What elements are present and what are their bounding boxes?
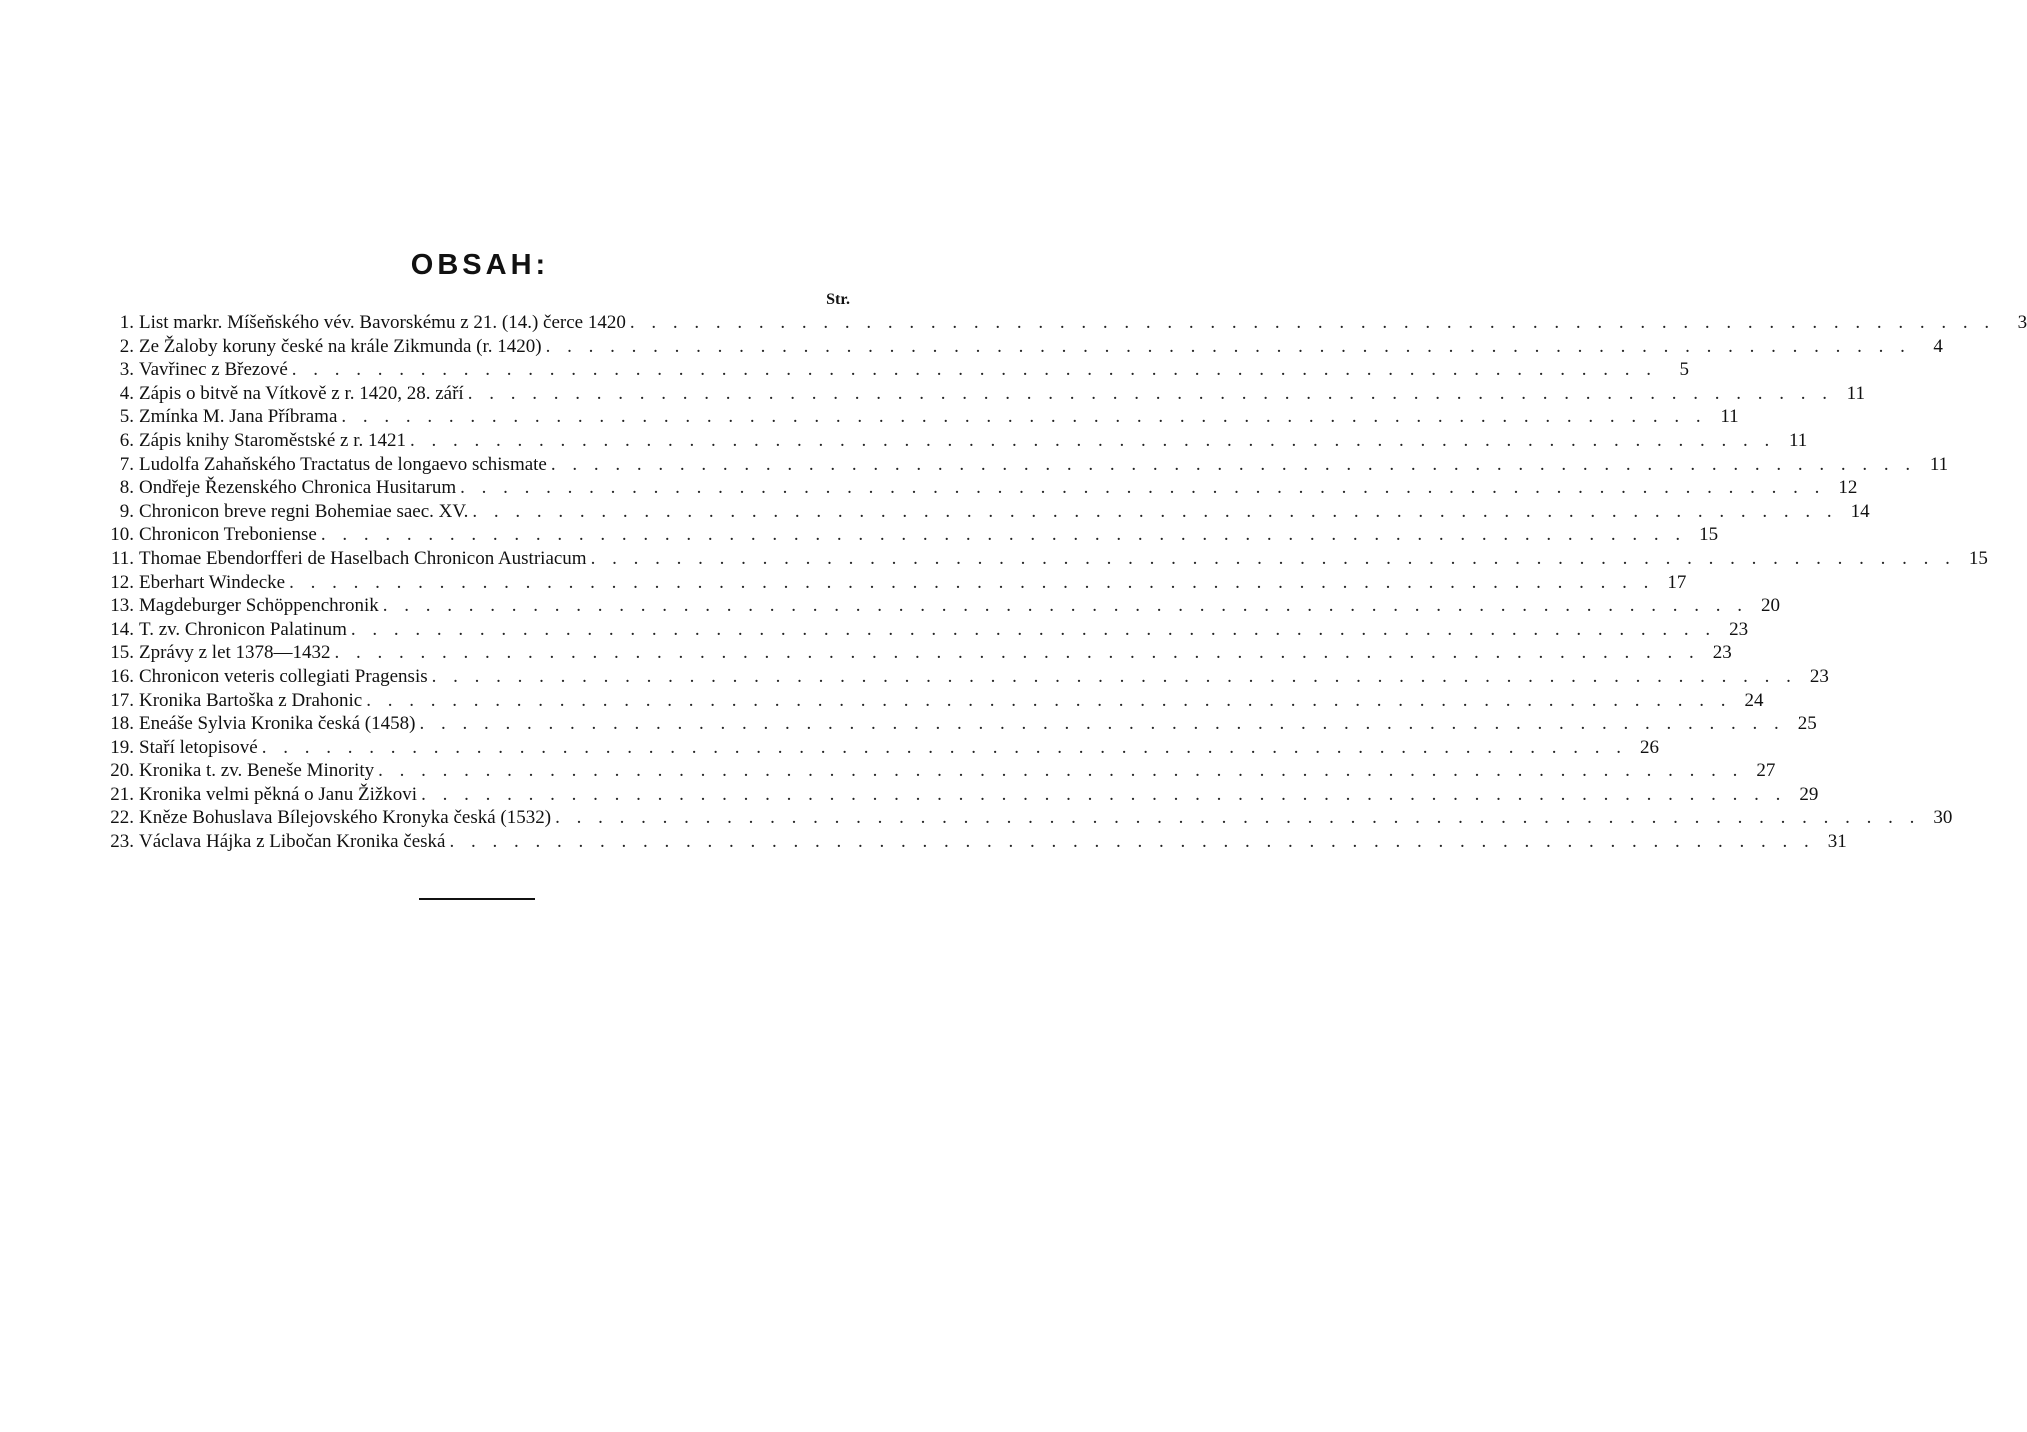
toc-entry-title: Ludolfa Zahaňského Tractatus de longaevo schismate [139, 453, 547, 475]
toc-entry-page: 27 [1756, 760, 1776, 782]
toc-entry-number: 20. [110, 760, 134, 782]
toc-entry [95, 594, 1780, 618]
toc-entry [95, 689, 1764, 713]
toc-entry-title: Chronicon breve regni Bohemiae saec. XV. [139, 500, 469, 522]
table-of-contents [95, 311, 2027, 854]
dot-leader: . . . . . . . . . . . . . . . . . . . . . . . . . . . . . . . . . . . . . . . . . . . . . . . . . . . . . . . . . . . . . . . . [421, 783, 1787, 805]
toc-entry-title: Kronika Bartoška z Drahonic [139, 689, 363, 711]
toc-entry-page: 23 [1712, 642, 1732, 664]
toc-entry-page: 11 [1929, 453, 1949, 475]
toc-entry [95, 618, 1749, 642]
toc-entry-number: 12. [110, 571, 134, 593]
toc-entry [95, 500, 1870, 524]
toc-entry-page: 24 [1744, 689, 1764, 711]
toc-entry-number: 5. [119, 406, 134, 428]
toc-entry-number: 7. [119, 453, 134, 475]
toc-entry-page: 5 [1679, 359, 1690, 381]
dot-leader: . . . . . . . . . . . . . . . . . . . . . . . . . . . . . . . . . . . . . . . . . . . . . . . . . . . . . . . . . . . . . . . . [419, 713, 1785, 735]
toc-entry-title: T. zv. Chronicon Palatinum [139, 618, 347, 640]
toc-entry-title: Zápis knihy Staroměstské z r. 1421 [139, 429, 407, 451]
toc-entry-number: 9. [119, 500, 134, 522]
page-column-header: Str. [826, 291, 850, 308]
toc-entry-page: 20 [1760, 595, 1780, 617]
dot-leader: . . . . . . . . . . . . . . . . . . . . . . . . . . . . . . . . . . . . . . . . . . . . . . . . . . . . . . . . . . . . . . . . [341, 406, 1707, 428]
toc-entry-number: 4. [119, 382, 134, 404]
dot-leader: . . . . . . . . . . . . . . . . . . . . . . . . . . . . . . . . . . . . . . . . . . . . . . . . . . . . . . . . . . . . . . . . [431, 665, 1797, 687]
toc-entry [95, 523, 1719, 547]
dot-leader: . . . . . . . . . . . . . . . . . . . . . . . . . . . . . . . . . . . . . . . . . . . . . . . . . . . . . . . . . . . . . . . . [467, 382, 1833, 404]
end-divider [419, 898, 535, 900]
toc-entry-number: 23. [110, 831, 134, 853]
toc-entry-title: Kněze Bohuslava Bílejovského Kronyka česká (1532) [139, 807, 552, 829]
toc-entry-title: Staří letopisové [139, 736, 258, 758]
dot-leader: . . . . . . . . . . . . . . . . . . . . . . . . . . . . . . . . . . . . . . . . . . . . . . . . . . . . . . . . . . . . . . . . [320, 524, 1687, 546]
dot-leader: . . . . . . . . . . . . . . . . . . . . . . . . . . . . . . . . . . . . . . . . . . . . . . . . . . . . . . . . . . . . . . . . [366, 689, 1732, 711]
toc-entry-page: 25 [1797, 713, 1817, 735]
toc-entry [95, 641, 1732, 665]
dot-leader: . . . . . . . . . . . . . . . . . . . . . . . . . . . . . . . . . . . . . . . . . . . . . . . . . . . . . . . . . . . . . . . . [382, 595, 1748, 617]
toc-entry-title: Eneáše Sylvia Kronika česká (1458) [139, 713, 416, 735]
dot-leader: . . . . . . . . . . . . . . . . . . . . . . . . . . . . . . . . . . . . . . . . . . . . . . . . . . . . . . . . . . . . . . . . [472, 500, 1838, 522]
dot-leader: . . . . . . . . . . . . . . . . . . . . . . . . . . . . . . . . . . . . . . . . . . . . . . . . . . . . . . . . . . . . . . . . [410, 429, 1776, 451]
toc-entry-page: 26 [1639, 736, 1659, 758]
dot-leader: . . . . . . . . . . . . . . . . . . . . . . . . . . . . . . . . . . . . . . . . . . . . . . . . . . . . . . . . . . . . . . . . [545, 335, 1911, 357]
toc-entry-number: 18. [110, 713, 134, 735]
toc-entry-title: Thomae Ebendorfferi de Haselbach Chronicon Austriacum [139, 547, 587, 569]
toc-entry-title: Chronicon veteris collegiati Pragensis [139, 665, 428, 687]
toc-entry [95, 335, 1943, 359]
dot-leader: . . . . . . . . . . . . . . . . . . . . . . . . . . . . . . . . . . . . . . . . . . . . . . . . . . . . . . . . . . . . . . . . [261, 736, 1627, 758]
toc-entry-title: Ondřeje Řezenského Chronica Husitarum [139, 477, 457, 499]
dot-leader: . . . . . . . . . . . . . . . . . . . . . . . . . . . . . . . . . . . . . . . . . . . . . . . . . . . . . . . . . . . . . . . . [555, 807, 1921, 829]
toc-entry [95, 712, 1817, 736]
toc-entry-title: Ze Žaloby koruny české na krále Zikmunda (r. 1420) [139, 335, 542, 357]
toc-entry-title: Eberhart Windecke [139, 571, 286, 593]
toc-entry-page: 11 [1788, 429, 1808, 451]
toc-entry-title: Kronika t. zv. Beneše Minority [139, 760, 375, 782]
toc-entry-number: 15. [110, 642, 134, 664]
toc-entry-title: Zápis o bitvě na Vítkově z r. 1420, 28. září [139, 382, 464, 404]
dot-leader: . . . . . . . . . . . . . . . . . . . . . . . . . . . . . . . . . . . . . . . . . . . . . . . . . . . . . . . . . . . . . . . . [449, 831, 1815, 853]
toc-entry [95, 405, 1739, 429]
toc-entry [95, 759, 1776, 783]
toc-entry-number: 22. [110, 807, 134, 829]
toc-entry-number: 10. [110, 524, 134, 546]
toc-entry-number: 11. [110, 547, 134, 569]
toc-entry-page: 29 [1799, 783, 1819, 805]
toc-entry-title: Kronika velmi pěkná o Janu Žižkovi [139, 783, 418, 805]
toc-entry-number: 2. [119, 335, 134, 357]
toc-entry-page: 11 [1846, 382, 1865, 404]
dot-leader: . . . . . . . . . . . . . . . . . . . . . . . . . . . . . . . . . . . . . . . . . . . . . . . . . . . . . . . . . . . . . . . . [629, 312, 1996, 333]
toc-entry-page: 15 [1699, 524, 1719, 546]
toc-entry-page: 11 [1720, 406, 1739, 428]
toc-entry-number: 8. [119, 477, 134, 499]
toc-entry [95, 806, 1953, 830]
toc-entry-page: 12 [1838, 477, 1858, 499]
toc-entry-page: 17 [1667, 571, 1687, 593]
toc-entry-title: Zmínka M. Jana Příbrama [139, 406, 338, 428]
toc-entry [95, 311, 2027, 335]
toc-entry-number: 6. [119, 429, 134, 451]
toc-entry-number: 1. [119, 312, 134, 333]
toc-entry-number: 21. [110, 783, 134, 805]
toc-entry [95, 830, 1847, 854]
toc-entry-number: 16. [110, 665, 134, 687]
toc-entry-page: 4 [1933, 335, 1943, 357]
toc-entry-page: 31 [1827, 831, 1847, 853]
toc-entry [95, 736, 1659, 760]
toc-entry-number: 19. [110, 736, 134, 758]
dot-leader: . . . . . . . . . . . . . . . . . . . . . . . . . . . . . . . . . . . . . . . . . . . . . . . . . . . . . . . . . . . . . . . . [590, 547, 1956, 569]
toc-entry [95, 476, 1858, 500]
toc-entry-title: Vavřinec z Březové [139, 359, 288, 381]
toc-entry-page: 23 [1729, 618, 1749, 640]
toc-entry-title: Magdeburger Schöppenchronik [139, 595, 379, 617]
dot-leader: . . . . . . . . . . . . . . . . . . . . . . . . . . . . . . . . . . . . . . . . . . . . . . . . . . . . . . . . . . . . . . . . [460, 477, 1826, 499]
toc-entry [95, 358, 1690, 382]
toc-entry-page: 14 [1850, 500, 1870, 522]
toc-entry-number: 13. [110, 595, 134, 617]
toc-entry [95, 429, 1808, 453]
toc-entry [95, 382, 1865, 406]
toc-entry [95, 547, 1988, 571]
toc-entry-title: Václava Hájka z Libočan Kronika česká [139, 831, 446, 853]
dot-leader: . . . . . . . . . . . . . . . . . . . . . . . . . . . . . . . . . . . . . . . . . . . . . . . . . . . . . . . . . . . . . . . . [350, 618, 1717, 640]
toc-entry-page: 23 [1809, 665, 1829, 687]
toc-entry [95, 783, 1819, 807]
toc-entry-number: 17. [110, 689, 134, 711]
toc-entry-page: 3 [2017, 312, 2027, 333]
toc-entry-title: Chronicon Treboniense [139, 524, 317, 546]
dot-leader: . . . . . . . . . . . . . . . . . . . . . . . . . . . . . . . . . . . . . . . . . . . . . . . . . . . . . . . . . . . . . . . . [291, 359, 1658, 381]
toc-entry-title: Zprávy z let 1378—1432 [139, 642, 331, 664]
dot-leader: . . . . . . . . . . . . . . . . . . . . . . . . . . . . . . . . . . . . . . . . . . . . . . . . . . . . . . . . . . . . . . . . [550, 453, 1917, 475]
toc-entry-page: 15 [1968, 547, 1988, 569]
toc-entry [95, 453, 1949, 477]
toc-entry-number: 14. [110, 618, 134, 640]
page-title: OBSAH: [410, 249, 550, 281]
dot-leader: . . . . . . . . . . . . . . . . . . . . . . . . . . . . . . . . . . . . . . . . . . . . . . . . . . . . . . . . . . . . . . . . [334, 642, 1700, 664]
dot-leader: . . . . . . . . . . . . . . . . . . . . . . . . . . . . . . . . . . . . . . . . . . . . . . . . . . . . . . . . . . . . . . . . [378, 760, 1744, 782]
toc-entry-title: List markr. Míšeňského vév. Bavorskému z 21. (14.) čerce 1420 [139, 312, 626, 333]
toc-entry-number: 3. [119, 359, 134, 381]
toc-entry-page: 30 [1933, 807, 1953, 829]
toc-entry [95, 665, 1829, 689]
toc-entry [95, 571, 1687, 595]
dot-leader: . . . . . . . . . . . . . . . . . . . . . . . . . . . . . . . . . . . . . . . . . . . . . . . . . . . . . . . . . . . . . . . . [289, 571, 1655, 593]
